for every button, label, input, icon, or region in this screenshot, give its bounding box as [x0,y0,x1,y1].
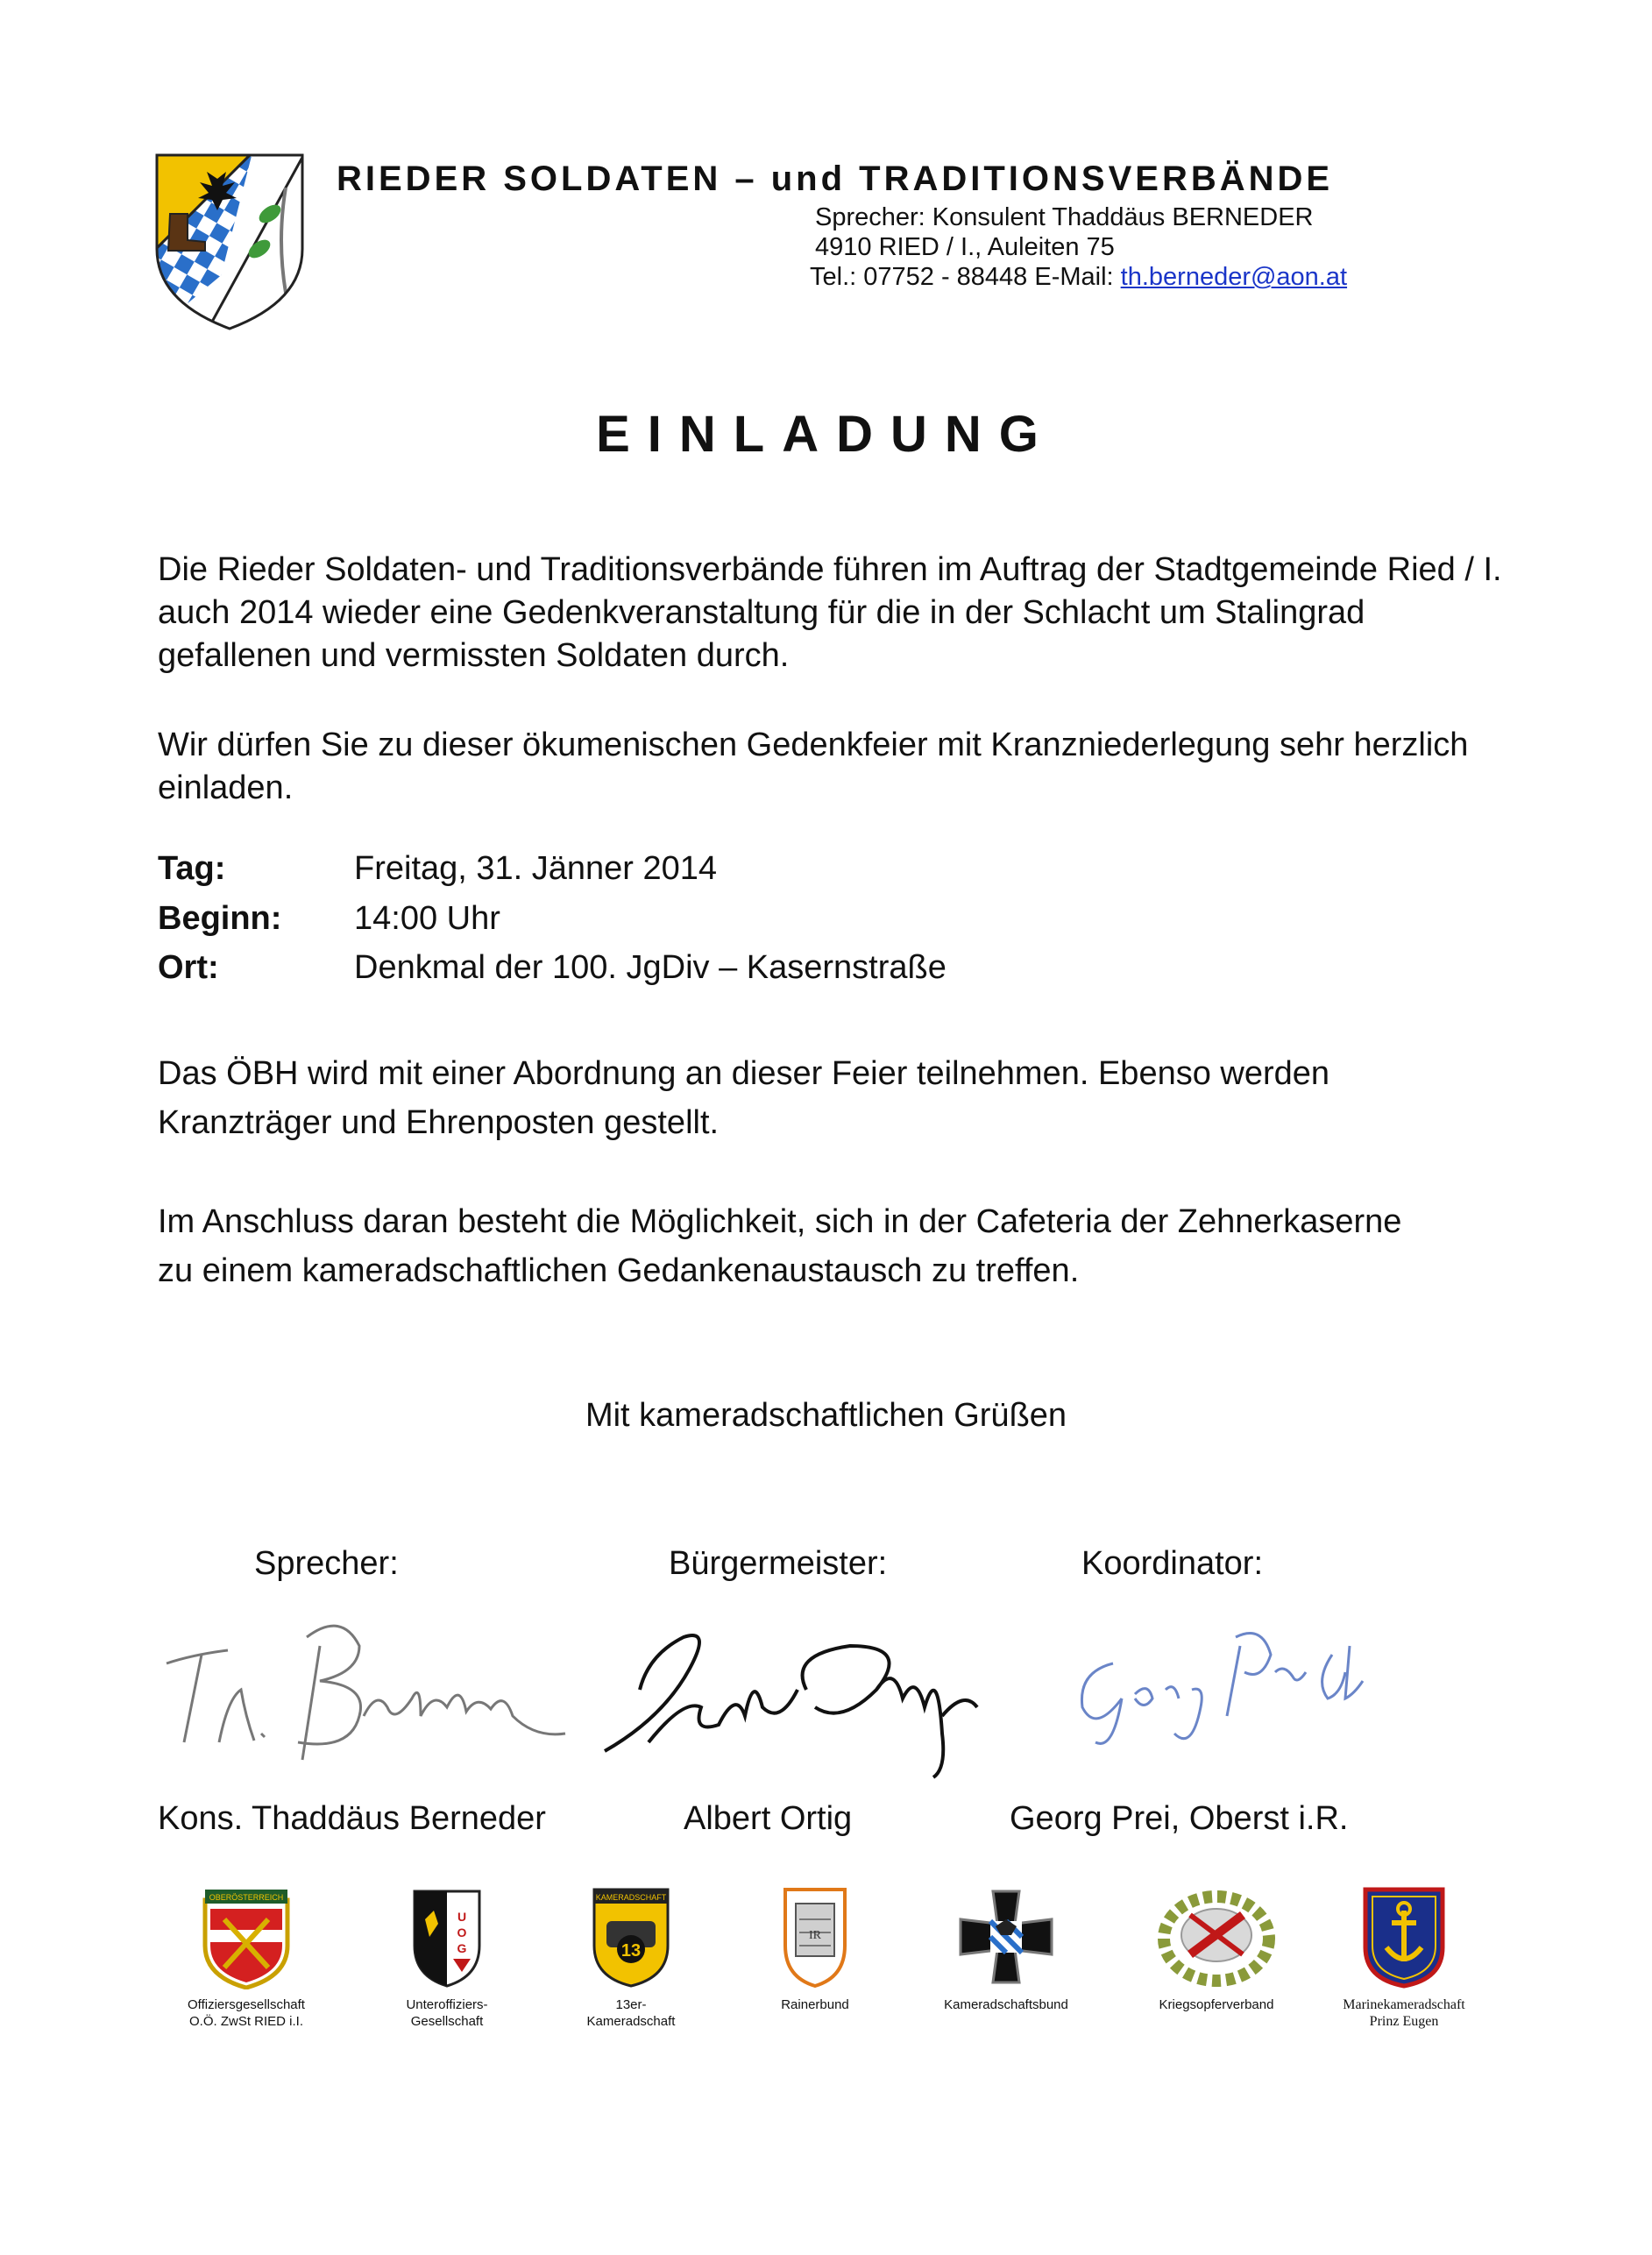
logo-caption: Unteroffiziers- [406,1997,488,2012]
location-label: Ort: [158,949,219,986]
start-value: 14:00 Uhr [354,900,500,937]
logo-caption: Kameradschaft [586,2014,676,2029]
svg-text:IR: IR [809,1929,821,1942]
svg-text:G: G [457,1941,467,1955]
signer-name-ortig: Albert Ortig [684,1800,853,1837]
signer-name-berneder: Kons. Thaddäus Berneder [158,1800,546,1837]
intro-paragraph: Die Rieder Soldaten- und Traditionsverbände führen im Auftrag der Stadtgemeinde Ried / I. auch 2014 wieder eine Gedenkveranstaltung für die in der Schlacht um Stalingrad gefallenen und vermissten Soldaten durch. [158,551,1502,674]
logo-caption: Prinz Eugen [1369,2014,1439,2029]
svg-text:O: O [457,1925,467,1939]
coat-of-arms-icon [154,152,305,331]
invitation-paragraph: Wir dürfen Sie zu dieser ökumenischen Gedenkfeier mit Kranzniederlegung sehr herzlich einladen. [158,727,1469,806]
role-coordinator: Koordinator: [1081,1545,1264,1582]
start-label: Beginn: [158,900,282,937]
role-speaker: Sprecher: [254,1545,399,1582]
badge-number: 13 [620,1941,642,1961]
logo-caption: Kameradschaftsbund [944,1997,1068,2012]
contact-line [810,263,1347,292]
logo-nco-society [359,1884,535,2030]
cafeteria-paragraph: Im Anschluss daran besteht die Möglichkeit, sich in der Cafeteria der Zehnerkaserne zu einem kameradschaftlichen Gedankenaustausch zu treffen. [158,1203,1402,1289]
speaker-line: Sprecher: Konsulent Thaddäus BERNEDER [815,203,1314,231]
badge-text: KAMERADSCHAFT [595,1893,667,1902]
day-label: Tag: [158,850,226,887]
organization-name: RIEDER SOLDATEN – und TRADITIONSVERBÄNDE [337,160,1334,198]
logo-rainerbund [727,1884,903,2013]
closing-greeting: Mit kameradschaftlichen Grüßen [585,1397,1067,1434]
logo-caption: Kriegsopferverband [1159,1997,1274,2012]
logo-caption: Gesellschaft [410,2014,484,2029]
role-mayor: Bürgermeister: [669,1545,888,1582]
navy-anchor-badge-icon [1360,1884,1448,1989]
logo-caption: 13er- [615,1997,647,2012]
signer-name-prei: Georg Prei, Oberst i.R. [1010,1800,1349,1837]
nco-society-badge-icon [408,1884,486,1989]
svg-text:U: U [457,1910,467,1924]
document-title: EINLADUNG [596,406,1056,463]
logo-caption: Rainerbund [781,1997,849,2012]
logo-caption: O.Ö. ZwSt RIED i.I. [188,2014,303,2029]
rainerbund-badge-icon [780,1884,850,1989]
svg-text:OBERÖSTERREICH: OBERÖSTERREICH [209,1893,284,1902]
kameradschaftsbund-cross-icon [954,1884,1059,1989]
logo-kriegsopferverband [1129,1884,1304,2013]
location-value: Denkmal der 100. JgDiv – Kasernstraße [354,949,947,986]
contact-prefix: Tel.: 07752 - 88448 E-Mail: [810,263,1121,291]
logo-caption: Offiziersgesellschaft [188,1997,305,2012]
signature-berneder [158,1611,570,1769]
kriegsopferverband-wreath-icon [1155,1884,1278,1989]
delegation-paragraph: Das ÖBH wird mit einer Abordnung an dieser Feier teilnehmen. Ebenso werden Kranzträger und Ehrenposten gestellt. [158,1055,1330,1141]
address-line: 4910 RIED / I., Auleiten 75 [815,233,1115,261]
logo-kameradschaftsbund [918,1884,1094,2013]
logo-caption: Marinekameradschaft [1343,1997,1465,2012]
signature-prei [1060,1611,1376,1760]
logo-navy-comradeship [1316,1884,1492,2030]
email-link[interactable]: th.berneder@aon.at [1120,263,1348,291]
comradeship-13-badge-icon [587,1884,675,1989]
logo-officers-society [159,1884,334,2030]
signature-ortig [587,1611,982,1786]
logo-13er-comradeship [543,1884,719,2030]
day-value: Freitag, 31. Jänner 2014 [354,850,718,887]
officers-society-badge-icon [198,1884,294,1989]
